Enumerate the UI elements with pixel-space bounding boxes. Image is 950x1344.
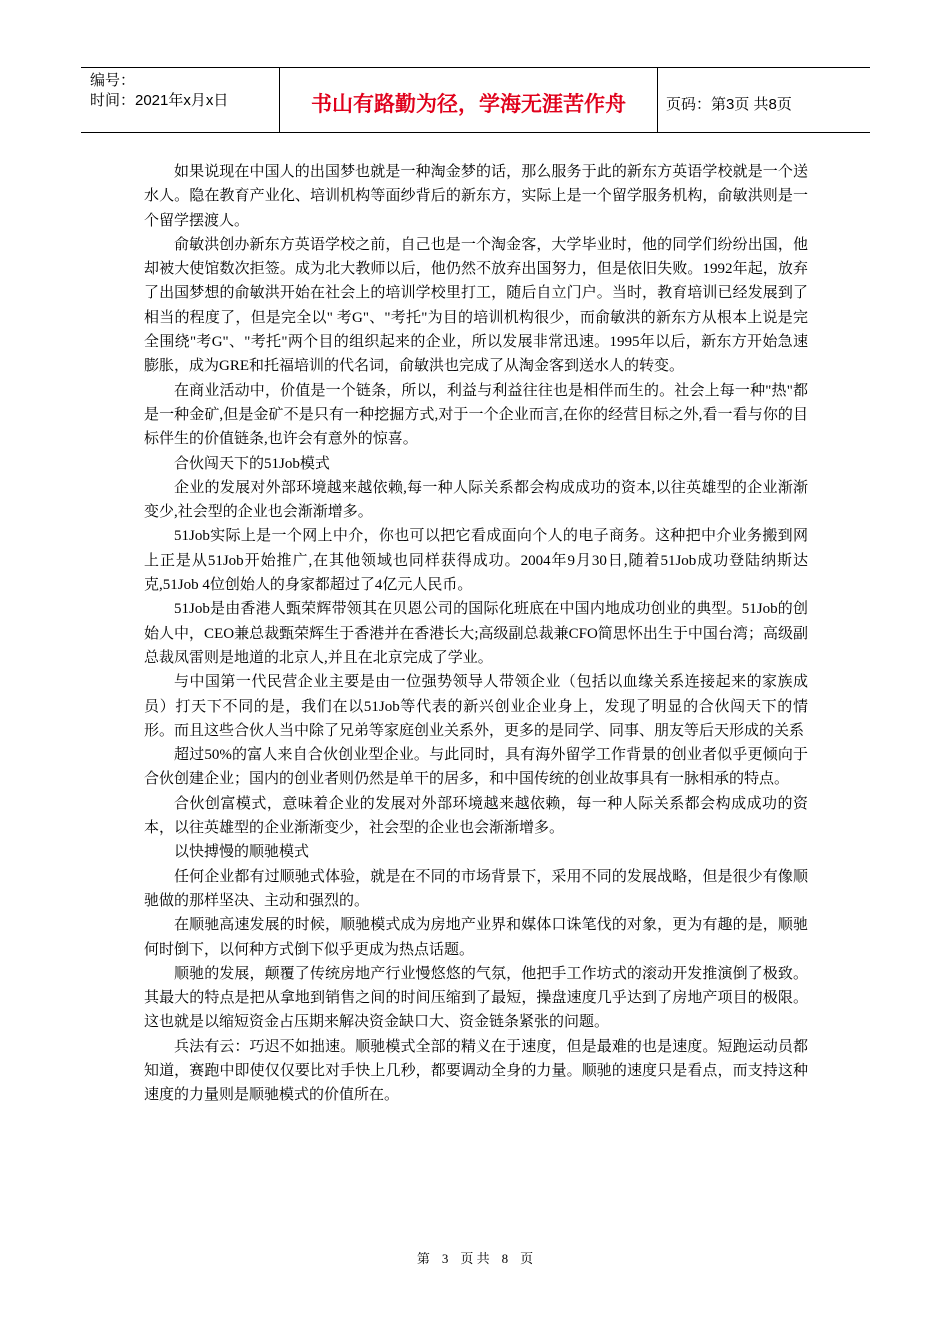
- paragraph: 51Job实际上是一个网上中介，你也可以把它看成面向个人的电子商务。这种把中介业务搬到网上正是从51Job开始推广,在其他领域也同样获得成功。2004年9月30日,随着51Job成功登陆纳斯达克,51Job 4位创始人的身家都超过了4亿元人民币。: [144, 528, 808, 594]
- paragraph: 在商业活动中，价值是一个链条，所以，利益与利益往往也是相伴而生的。社会上每一种"热"都是一种金矿,但是金矿不是只有一种挖掘方式,对于一个企业而言,在你的经营目标之外,看一看与你的目标伴生的价值链条,也许会有意外的惊喜。: [144, 382, 808, 448]
- document-body: [144, 160, 808, 1108]
- paragraph: 合伙创富模式，意味着企业的发展对外部环境越来越依赖，每一种人际关系都会构成成功的资本，以往英雄型的企业渐渐变少，社会型的企业也会渐渐增多。: [144, 795, 808, 837]
- header-motto: 书山有路勤为径，学海无涯苦作舟: [280, 68, 658, 132]
- paragraph: 在顺驰高速发展的时候，顺驰模式成为房地产业界和媒体口诛笔伐的对象，更为有趣的是，顺驰何时倒下，以何种方式倒下似乎更成为热点话题。: [144, 917, 808, 958]
- footer-mid: 页 共: [460, 1251, 490, 1266]
- paragraph: 俞敏洪创办新东方英语学校之前，自己也是一个淘金客，大学毕业时，他的同学们纷纷出国，他却被大使馆数次拒签。成为北大教师以后，他仍然不放弃出国努力，但是依旧失败。1992年起，放弃了出国梦想的俞敏洪开始在社会上的培训学校里打工，随后自立门户。当时，教育培训已经发展到了相当的程度了，但是完全以" 考G"、"考托"为目的培训机构很少，而俞敏洪的新东方从根本上说是完全围绕"考G"、"考托"两个目的组织起来的企业，所以发展非常迅速。1995年以后，新东方开始急速膨胀，成为GRE和托福培训的代名词，俞敏洪也完成了从淘金客到送水人的转变。: [144, 236, 808, 375]
- section-heading: 以快搏慢的顺驰模式: [174, 844, 310, 861]
- header-page-info: 页码：第3页 共8页: [666, 95, 792, 113]
- section-heading: 合伙闯天下的51Job模式: [174, 455, 330, 472]
- header-meta: [81, 68, 280, 132]
- footer-prefix: 第: [416, 1251, 430, 1266]
- paragraph: 超过50%的富人来自合伙创业型企业。与此同时，具有海外留学工作背景的创业者似乎更倾向于合伙创建企业；国内的创业者则仍然是单干的居多，和中国传统的创业故事具有一脉相承的特点。: [144, 747, 808, 788]
- footer-total-pages: 8: [501, 1251, 509, 1266]
- page-header: [81, 67, 870, 133]
- footer-suffix: 页: [520, 1251, 534, 1266]
- paragraph: 如果说现在中国人的出国梦也就是一种淘金梦的话，那么服务于此的新东方英语学校就是一个送水人。隐在教育产业化、培训机构等面纱背后的新东方，实际上是一个留学服务机构，俞敏洪则是一个留学摆渡人。: [144, 164, 808, 229]
- time-label: 时间：2021年x月x日: [90, 92, 229, 109]
- paragraph: 51Job是由香港人甄荣辉带领其在贝恩公司的国际化班底在中国内地成功创业的典型。51Job的创始人中，CEO兼总裁甄荣辉生于香港并在香港长大;高级副总裁兼CFO简思怀出生于中国台湾；高级副总裁凤雷则是地道的北京人,并且在北京完成了学业。: [144, 601, 808, 666]
- paragraph: 任何企业都有过顺驰式体验，就是在不同的市场背景下，采用不同的发展战略，但是很少有像顺驰做的那样坚决、主动和强烈的。: [144, 868, 808, 909]
- footer-page-number: 3: [441, 1251, 449, 1266]
- page-footer: [0, 1248, 950, 1267]
- paragraph: 顺驰的发展，颠覆了传统房地产行业慢悠悠的气氛，他把手工作坊式的滚动开发推演倒了极致。其最大的特点是把从拿地到销售之间的时间压缩到了最短，操盘速度几乎达到了房地产项目的极限。这也就是以缩短资金占压期来解决资金缺口大、资金链条紧张的问题。: [144, 965, 808, 1031]
- paragraph: 与中国第一代民营企业主要是由一位强势领导人带领企业（包括以血缘关系连接起来的家族成员）打天下不同的是，我们在以51Job等代表的新兴创业企业身上，发现了明显的合伙闯天下的情形。而且这些合伙人当中除了兄弟等家庭创业关系外，更多的是同学、同事、朋友等后天形成的关系: [144, 674, 808, 739]
- paragraph: 兵法有云：巧迟不如拙速。顺驰模式全部的精义在于速度，但是最难的也是速度。短跑运动员都知道，赛跑中即使仅仅要比对手快上几秒，都要调动全身的力量。顺驰的速度只是看点，而支持这种速度的力量则是顺驰模式的价值所在。: [144, 1038, 808, 1104]
- paragraph: 企业的发展对外部环境越来越依赖,每一种人际关系都会构成成功的资本,以往英雄型的企业渐渐变少,社会型的企业也会渐渐增多。: [144, 479, 808, 521]
- number-label: 编号：: [90, 72, 136, 89]
